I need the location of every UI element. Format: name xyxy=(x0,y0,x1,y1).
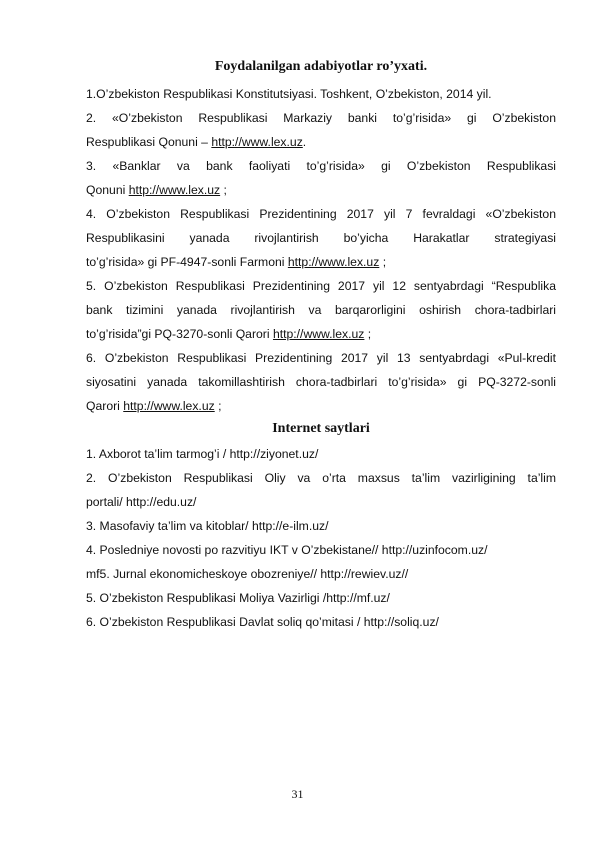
site-5: mf5. Jurnal ekonomicheskoye obozreniye// http://rewiev.uz// xyxy=(86,567,409,581)
reference-6-line-2: siyosatini yanada takomillashtirish chora-tadbirlari to’g’risida» gi PQ-3272-sonli xyxy=(86,375,556,389)
reference-5-end: ; xyxy=(364,327,372,341)
reference-4-text: to’g’risida» gi PF-4947-sonli Farmoni xyxy=(86,255,288,269)
reference-5-link[interactable]: http://www.lex.uz xyxy=(272,327,365,341)
reference-6-line-3 xyxy=(86,399,556,413)
reference-2-end: . xyxy=(302,135,307,149)
reference-4-link[interactable]: http://www.lex.uz xyxy=(287,255,380,269)
site-3: 3. Masofaviy ta’lim va kitoblar/ http://e-ilm.uz/ xyxy=(86,519,329,533)
reference-5-line-3 xyxy=(86,327,556,341)
page-number: 31 xyxy=(291,787,304,801)
reference-3-line-1: 3. «Banklar va bank faoliyati to’g’risida» gi O’zbekiston Respublikasi xyxy=(86,159,556,173)
site-7: 6. O’zbekiston Respublikasi Davlat soliq qo’mitasi / http://soliq.uz/ xyxy=(86,615,439,629)
reference-4-line-3 xyxy=(86,255,556,269)
reference-2-line-2 xyxy=(86,135,556,149)
reference-3-line-2 xyxy=(86,183,556,197)
reference-1: 1.O’zbekiston Respublikasi Konstitutsiyasi. Toshkent, O’zbekiston, 2014 yil. xyxy=(86,87,492,101)
reference-2-text: Respublikasi Qonuni – xyxy=(86,135,212,149)
site-2-line-1: 2. O’zbekiston Respublikasi Oliy va o’rta maxsus ta’lim vazirligining ta’lim xyxy=(86,471,556,485)
reference-2-line-1: 2. «O’zbekiston Respublikasi Markaziy banki to’g’risida» gi O’zbekiston xyxy=(86,111,556,125)
reference-3-text: Qonuni xyxy=(86,183,129,197)
reference-5-text: to’g’risida”gi PQ-3270-sonli Qarori xyxy=(86,327,273,341)
reference-3-end: ; xyxy=(220,183,227,197)
site-4: 4. Posledniye novosti po razvitiyu IKT v O’zbekistane// http://uzinfocom.uz/ xyxy=(86,543,488,557)
reference-4-end: ; xyxy=(379,255,387,269)
reference-5-line-2: bank tizimini yanada rivojlantirish va barqarorligini oshirish chora-tadbirlari xyxy=(86,303,556,317)
reference-5-line-1: 5. O’zbekiston Respublikasi Prezidentining 2017 yil 12 sentyabrdagi “Respublika xyxy=(86,279,556,293)
reference-6-end: ; xyxy=(214,399,222,413)
reference-6-text: Qarori xyxy=(86,399,124,413)
site-2-line-2: portali/ http://edu.uz/ xyxy=(86,495,197,509)
internet-sites-heading: Internet saytlari xyxy=(272,421,370,436)
reference-6-link[interactable]: http://www.lex.uz xyxy=(123,399,215,413)
reference-6-line-1: 6. O’zbekiston Respublikasi Prezidentining 2017 yil 13 sentyabrdagi «Pul-kredit xyxy=(86,351,556,365)
reference-3-link[interactable]: http://www.lex.uz xyxy=(128,183,221,197)
reference-2-link[interactable]: http://www.lex.uz xyxy=(211,135,303,149)
site-6: 5. O’zbekiston Respublikasi Moliya Vazirligi /http://mf.uz/ xyxy=(86,591,390,605)
reference-4-line-2: Respublikasini yanada rivojlantirish bo’yicha Harakatlar strategiyasi xyxy=(86,231,556,245)
reference-4-line-1: 4. O’zbekiston Respublikasi Prezidentining 2017 yil 7 fevraldagi «O’zbekiston xyxy=(86,207,556,221)
references-heading: Foydalanilgan adabiyotlar ro’yxati. xyxy=(214,59,428,74)
site-1: 1. Axborot ta’lim tarmog’i / http://ziyonet.uz/ xyxy=(86,447,319,461)
